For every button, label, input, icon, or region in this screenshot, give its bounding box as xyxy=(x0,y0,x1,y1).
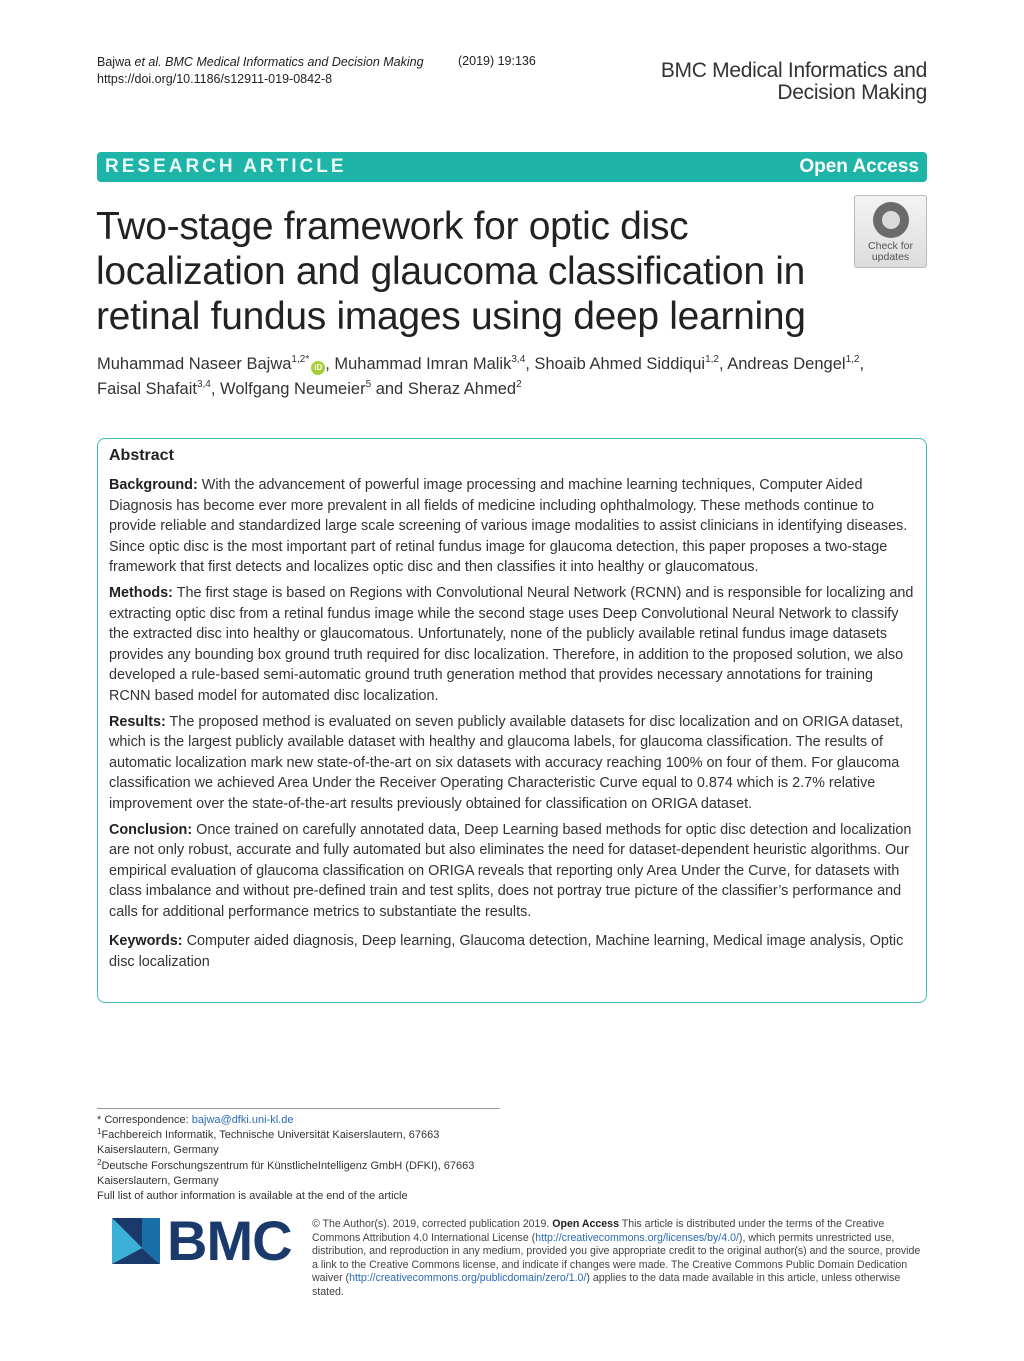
cite-etal: et al. xyxy=(134,55,162,69)
cite-authors: Bajwa xyxy=(97,55,132,69)
affiliation-1 xyxy=(97,1128,500,1158)
running-header xyxy=(97,54,424,88)
citation-line xyxy=(97,54,424,71)
article-type-banner xyxy=(97,152,927,182)
keywords-label: Keywords: xyxy=(109,933,183,950)
full-author-info-note: Full list of author information is available at the end of the article xyxy=(97,1190,408,1203)
doi-link[interactable]: https://doi.org/10.1186/s12911-019-0842-8 xyxy=(97,72,333,86)
license-cc-by-link[interactable]: http://creativecommons.org/licenses/by/4.0/ xyxy=(535,1231,739,1244)
affiliation-number: 1 xyxy=(97,1127,102,1137)
background-label: Background: xyxy=(109,477,198,493)
results-label: Results: xyxy=(109,713,166,730)
results-text: The proposed method is evaluated on seven publicly available datasets for disc localization and on ORIGA dataset, which is the largest publicly available dataset with healthy and glaucoma labels, for glaucoma classification. The results of automatic localization mark new state-of-the-art on six datasets with accuracy reaching 100% on four of them. For glaucoma classification we achieved Area Under the Receiver Operating Characteristic Curve equal to 0.874 which is 2.7% relative improvement over the state-of-the-art results previously obtained for classification on ORIGA dataset. xyxy=(109,713,904,812)
license-text: ), which permits unrestricted use, distribution, and reproduction in any medium, provided you give appropriate credit to the original author(s) and the source, provide a link to the Creative Commons license, and indicate if changes were made. The Creative Commons Public Domain Dedication waiver ( xyxy=(312,1231,921,1284)
journal-name-line1: BMC Medical Informatics and xyxy=(660,59,927,82)
author-affiliation: 5 xyxy=(365,379,372,390)
author-name: Faisal Shafait xyxy=(97,380,197,398)
keywords-text: Computer aided diagnosis, Deep learning, Glaucoma detection, Machine learning, Medical image analysis, Optic disc localization xyxy=(109,933,904,971)
license-open-access: Open Access xyxy=(552,1218,619,1230)
author-name: , Wolfgang Neumeier xyxy=(210,380,366,398)
correspondence xyxy=(97,1113,500,1128)
check-for-updates-line1: Check for xyxy=(868,240,913,252)
author-name: and Sheraz Ahmed xyxy=(371,380,517,398)
check-for-updates-badge[interactable] xyxy=(854,195,927,268)
correspondence-label: * Correspondence: xyxy=(97,1114,192,1126)
year-volume: (2019) 19:136 xyxy=(458,54,536,68)
abstract-methods xyxy=(109,583,915,707)
author-name: , Shoaib Ahmed Siddiqui xyxy=(525,355,706,373)
license-text: © The Author(s). 2019, corrected publication 2019. xyxy=(312,1218,553,1230)
author-name: Muhammad Naseer Bajwa xyxy=(97,355,292,373)
abstract-box xyxy=(97,438,927,1003)
article-type: RESEARCH ARTICLE xyxy=(105,156,347,177)
author-affiliation: 2 xyxy=(516,379,522,390)
bmc-logo-mark-icon xyxy=(112,1218,160,1264)
footnotes xyxy=(97,1108,500,1204)
author-affiliation: 1,2 xyxy=(845,354,860,365)
author-affiliation: 1,2 xyxy=(705,354,719,365)
orcid-icon[interactable]: iD xyxy=(311,361,325,375)
author-list xyxy=(97,352,897,402)
cite-journal: BMC Medical Informatics and Decision Making xyxy=(165,55,424,69)
license-text: ) applies to the data made available in this article, unless otherwise stated. xyxy=(312,1272,901,1298)
abstract-heading: Abstract xyxy=(109,447,174,464)
license-cc0-link[interactable]: http://creativecommons.org/publicdomain/zero/1.0/ xyxy=(349,1272,587,1284)
conclusion-label: Conclusion: xyxy=(109,821,193,838)
license-text: This article is distributed under the terms of the Creative Commons Attribution 4.0 International License ( xyxy=(312,1218,885,1244)
affiliation-number: 2 xyxy=(97,1157,102,1167)
journal-name-line2: Decision Making xyxy=(777,81,927,104)
abstract-keywords xyxy=(109,931,915,972)
abstract-conclusion xyxy=(109,820,915,923)
correspondence-email[interactable]: bajwa@dfki.uni-kl.de xyxy=(191,1114,294,1126)
author-affiliation: 1,2* xyxy=(291,354,310,365)
methods-text: The first stage is based on Regions with Convolutional Neural Network (RCNN) and is responsible for localizing and extracting optic disc from a retinal fundus image while the second stage uses Deep Convolutional Neural Network to classify the extracted disc into healthy or glaucomatous. Unfortunately, none of the publicly available retinal fundus image datasets provides any bounding box ground truth required for disc localization. Therefore, in addition to the proposed solution, we also developed a rule-based semi-automatic ground truth generation method that provides necessary annotations for training RCNN based model for automated disc localization. xyxy=(109,584,914,704)
bmc-logo-text: BMC xyxy=(167,1209,292,1272)
author-name: , Muhammad Imran Malik xyxy=(325,355,512,373)
author-name: , Andreas Dengel xyxy=(718,355,846,373)
bmc-logo xyxy=(112,1209,292,1272)
affiliation-text: Deutsche Forschungszentrum für KünstlicheIntelligenz GmbH (DFKI), 67663 Kaiserslautern, Germany xyxy=(97,1159,475,1187)
author-affiliation: 3,4 xyxy=(196,379,211,390)
affiliation-text: Fachbereich Informatik, Technische Universität Kaiserslautern, 67663 Kaiserslautern, Germany xyxy=(97,1129,440,1157)
author-affiliation: 3,4 xyxy=(511,354,526,365)
abstract-results xyxy=(109,712,915,815)
affiliation-2 xyxy=(97,1159,500,1189)
journal-name xyxy=(661,60,927,104)
check-for-updates-label xyxy=(855,241,926,263)
check-for-updates-line2: updates xyxy=(871,251,910,263)
article-title: Two-stage framework for optic disc localization and glaucoma classification in retinal fundus images using deep learning xyxy=(96,205,806,338)
abstract-background xyxy=(109,475,915,578)
open-access-label: Open Access xyxy=(799,156,919,177)
background-text: With the advancement of powerful image processing and machine learning techniques, Computer Aided Diagnosis has become ever more prevalent in all fields of medicine including ophthalmology. These methods continue to provide reliable and standardized large scale screening of various image modalities to assist clinicians in identifying diseases. Since optic disc is the most important part of retinal fundus image for glaucoma detection, this paper proposes a two-stage framework that first detects and localizes optic disc and then classifies it into healthy or glaucomatous. xyxy=(109,477,908,576)
check-for-updates-icon xyxy=(873,202,909,238)
author-separator: , xyxy=(859,355,865,373)
conclusion-text: Once trained on carefully annotated data, Deep Learning based methods for optic disc detection and localization are not only robust, accurate and fully automated but also eliminates the need for dataset-dependent heuristic algorithms. Our empirical evaluation of glaucoma classification on ORIGA reveals that reporting only Area Under the Curve, for datasets with class imbalance and without pre-defined train and test splits, does not portray true picture of the classifier’s performance and calls for additional performance metrics to substantiate the results. xyxy=(109,821,912,920)
license-statement xyxy=(312,1218,928,1299)
methods-label: Methods: xyxy=(109,584,173,601)
